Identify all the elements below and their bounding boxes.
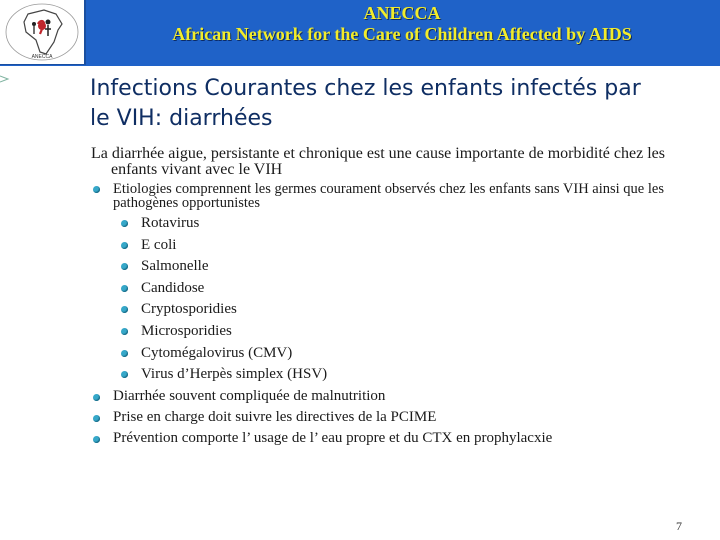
subbullet-item [119, 324, 696, 339]
bullet-dot-icon [121, 242, 128, 249]
subbullet-item [119, 346, 696, 361]
slide-body [91, 146, 696, 452]
subbullet-item [119, 302, 696, 317]
slide-title-line-2: le VIH: diarrhées [90, 106, 273, 131]
subbullet-item [119, 259, 696, 274]
pathogen-sublist [119, 216, 696, 382]
subbullet-item [119, 367, 696, 382]
subbullet-text: Microsporidies [141, 322, 232, 339]
bullet-dot-icon [93, 186, 100, 193]
subbullet-text: Salmonelle [141, 258, 209, 275]
subbullet-text: Rotavirus [141, 215, 200, 231]
subbullet-item [119, 238, 696, 253]
bullet-dot-icon [121, 350, 128, 357]
bullet-text: Diarrhée souvent compliquée de malnutrition [113, 387, 386, 404]
slide-title-line-1: Infections Courantes chez les enfants infectés par [90, 76, 641, 101]
bullet-prevention [91, 431, 696, 446]
bullet-dot-icon [121, 263, 128, 270]
bullet-pcime [91, 410, 696, 425]
bullet-text: Prise en charge doit suivre les directives de la PCIME [113, 408, 437, 425]
anecca-logo [0, 0, 86, 65]
subbullet-text: Cryptosporidies [141, 301, 237, 318]
page-number: 7 [676, 519, 682, 533]
header-title [84, 3, 720, 45]
bullet-dot-icon [93, 394, 100, 401]
bullet-etiologies [91, 182, 696, 382]
bullet-text: Etiologies comprennent les germes courament observés chez les enfants sans VIH ainsi que les pathogènes opportunistes [113, 181, 664, 211]
slide-edge-mark-icon [0, 72, 10, 86]
subbullet-item [119, 216, 696, 231]
bullet-dot-icon [121, 306, 128, 313]
bullet-dot-icon [93, 436, 100, 443]
africa-map-logo-icon [0, 0, 84, 64]
subbullet-text: Cytomégalovirus (CMV) [141, 344, 293, 361]
subbullet-item [119, 281, 696, 296]
org-long-name: African Network for the Care of Children Affected by AIDS [172, 24, 632, 44]
org-short-name: ANECCA [363, 3, 441, 23]
bullet-dot-icon [93, 415, 100, 422]
intro-paragraph: La diarrhée aigue, persistante et chronique est une cause importante de morbidité chez les enfants vivant avec le VIH [91, 145, 665, 178]
bullet-dot-icon [121, 220, 128, 227]
slide-header-bar [0, 0, 720, 66]
bullet-dot-icon [121, 371, 128, 378]
bullet-text: Prévention comporte l’ usage de l’ eau propre et du CTX en prophylacxie [113, 429, 553, 446]
slide-title [90, 74, 700, 134]
subbullet-text: Virus d’Herpès simplex (HSV) [141, 366, 328, 383]
bullet-dot-icon [121, 285, 128, 292]
subbullet-text: Candidose [141, 279, 205, 296]
bullet-malnutrition [91, 389, 696, 404]
bullet-dot-icon [121, 328, 128, 335]
subbullet-text: E coli [141, 236, 177, 253]
main-bullet-list [91, 182, 696, 446]
svg-text:ANECCA: ANECCA [31, 54, 53, 60]
